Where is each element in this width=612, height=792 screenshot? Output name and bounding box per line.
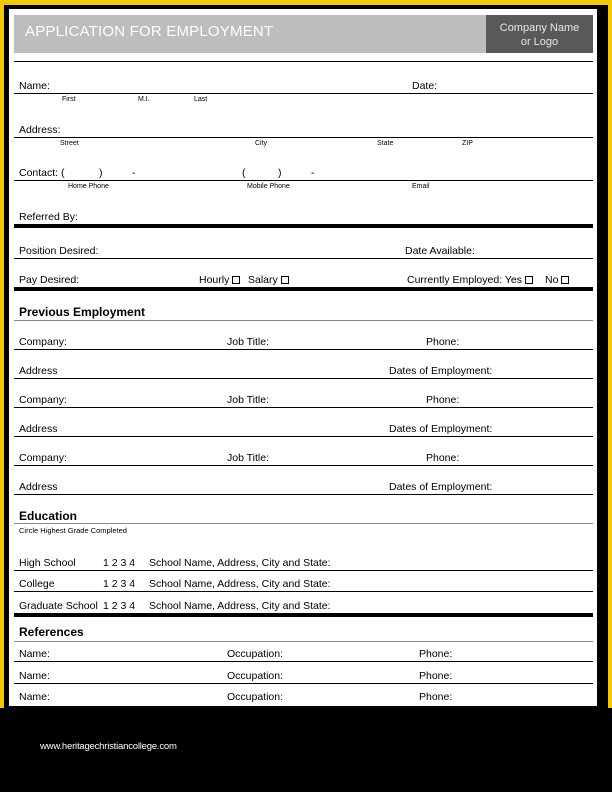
employer-2-address-label: Address [19,423,58,435]
contact-line[interactable] [14,180,593,181]
reference-1-line[interactable] [14,661,593,662]
employed-no-option[interactable] [545,274,569,286]
employer-1-dates-label: Dates of Employment: [389,365,493,377]
references-heading: References [19,625,84,639]
section-divider-3 [14,613,593,617]
reference-2-line[interactable] [14,683,593,684]
position-line[interactable] [14,258,593,259]
position-desired-label: Position Desired: [19,245,99,257]
employer-3-company-line[interactable] [14,465,593,466]
employer-2-job-title-label: Job Title: [227,394,270,406]
employer-1-phone-label: Phone: [426,336,460,348]
no-label: No [545,274,559,286]
edu-grades-college[interactable]: 1 2 3 4 [103,578,136,590]
section-divider-1 [14,224,593,228]
edu-level-college: College [19,578,55,590]
form-title: APPLICATION FOR EMPLOYMENT [25,23,274,40]
previous-employment-underline [14,320,593,321]
street-caption: Street [60,140,79,147]
education-heading: Education [19,509,78,523]
salary-checkbox[interactable] [281,276,289,284]
education-subtitle: Circle Highest Grade Completed [19,526,127,535]
salary-option[interactable] [248,274,289,286]
state-caption: State [377,140,394,147]
employer-2-phone-label: Phone: [426,394,460,406]
edu-level-graduate: Graduate School [19,600,98,612]
edu-grades-high-school[interactable]: 1 2 3 4 [103,557,136,569]
references-underline [14,641,593,642]
company-logo-placeholder [486,15,593,53]
reference-3-name-label: Name: [19,691,50,703]
employer-1-company-label: Company: [19,336,67,348]
reference-3-occupation-label: Occupation: [227,691,284,703]
referred-by-label: Referred By: [19,211,78,223]
salary-label: Salary [248,274,278,286]
hourly-label: Hourly [199,274,230,286]
home-paren-close: ) [99,167,103,179]
mobile-paren-close: ) [278,167,282,179]
edu-level-high-school: High School [19,557,76,569]
employer-2-dates-label: Dates of Employment: [389,423,493,435]
employer-2-address-line[interactable] [14,436,593,437]
hourly-checkbox[interactable] [232,276,240,284]
employer-1-job-title-label: Job Title: [227,336,270,348]
employer-3-dates-label: Dates of Employment: [389,481,493,493]
employer-3-address-label: Address [19,481,58,493]
reference-1-phone-label: Phone: [419,648,453,660]
reference-2-name-label: Name: [19,670,50,682]
zip-caption: ZIP [462,140,473,147]
employer-2-company-label: Company: [19,394,67,406]
last-caption: Last [194,96,208,103]
edu-school-graduate: School Name, Address, City and State: [149,600,331,612]
reference-1-name-label: Name: [19,648,50,660]
no-checkbox[interactable] [561,276,569,284]
edu-line-high-school[interactable] [14,570,593,571]
home-phone-caption: Home Phone [68,183,109,190]
previous-employment-heading: Previous Employment [19,305,146,319]
pay-desired-label: Pay Desired: [19,274,80,286]
employed-yes-option[interactable] [407,274,533,286]
city-caption: City [255,140,268,147]
logo-line-2: or Logo [520,36,559,48]
logo-line-1: Company Name [499,22,580,34]
header-divider [14,61,593,62]
mi-caption: M.I. [138,96,150,103]
name-line[interactable] [14,93,593,94]
date-available-label: Date Available: [405,245,475,257]
edu-grades-graduate[interactable]: 1 2 3 4 [103,600,136,612]
edu-school-high-school: School Name, Address, City and State: [149,557,331,569]
email-caption: Email [412,183,430,190]
employer-1-address-line[interactable] [14,378,593,379]
employer-3-phone-label: Phone: [426,452,460,464]
first-caption: First [62,96,76,103]
address-line[interactable] [14,137,593,138]
edu-line-college[interactable] [14,591,593,592]
footer-url[interactable]: www.heritagechristiancollege.com [40,741,177,752]
section-divider-2 [14,287,593,291]
education-underline [14,523,593,524]
employer-3-address-line[interactable] [14,494,593,495]
employer-1-address-label: Address [19,365,58,377]
employer-2-company-line[interactable] [14,407,593,408]
mobile-phone-caption: Mobile Phone [247,183,290,190]
edu-school-college: School Name, Address, City and State: [149,578,331,590]
employer-3-company-label: Company: [19,452,67,464]
date-label: Date: [412,80,438,92]
mobile-dash: - [311,167,315,179]
home-dash: - [132,167,136,179]
mobile-paren-open: ( [242,167,246,179]
address-label: Address: [19,124,61,136]
name-label: Name: [19,80,50,92]
contact-label: Contact: ( [19,167,65,179]
yes-checkbox[interactable] [525,276,533,284]
reference-2-phone-label: Phone: [419,670,453,682]
currently-employed-label: Currently Employed: Yes [407,274,522,286]
employer-1-company-line[interactable] [14,349,593,350]
reference-3-phone-label: Phone: [419,691,453,703]
employer-3-job-title-label: Job Title: [227,452,270,464]
reference-2-occupation-label: Occupation: [227,670,284,682]
hourly-option[interactable] [199,274,240,286]
reference-1-occupation-label: Occupation: [227,648,284,660]
